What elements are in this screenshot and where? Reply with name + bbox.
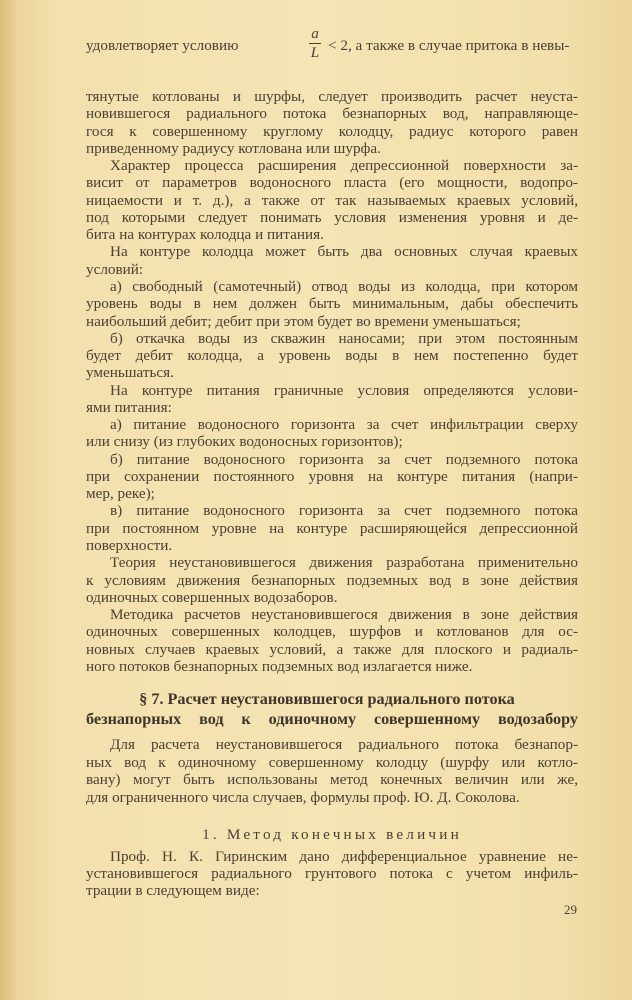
text-line: установившегося радиального грунтового потока с учетом инфиль- [86,865,578,883]
text-line: Методика расчетов неустановившегося движения в зоне действия [110,606,578,624]
text-line: ных вод к одиночному совершенному колодцу (шурфу или котло- [86,753,578,771]
text-line: гося к совершенному круглому колодцу, радиус которого равен [86,122,578,140]
fraction-denominator: L [310,44,320,61]
text-line: б) откачка воды из скважин наносами; при этом постоянным [110,329,578,347]
text-line: Для расчета неустановившегося радиального потока безнапор- [110,736,578,753]
subsection-heading: 1. Метод конечных величин [202,826,462,843]
text-line: уменьшаться. [86,364,174,382]
text-line: б) питание водоносного горизонта за счет подземного потока [110,450,578,468]
text-line: а) свободный (самотечный) отвод воды из колодца, при котором [110,277,578,295]
text-line: уровень воды в нем должен быть минимальным, дабы обеспечить [86,295,578,313]
text-line: условий: [86,260,144,278]
text-line: На контуре питания граничные условия определяются услови- [110,381,578,399]
text-line: поверхности. [86,537,173,555]
text-line: или снизу (из глубоких водоносных горизонтов); [86,433,403,451]
text-line: тянутые котлованы и шурфы, следует производить расчет неуста- [86,88,578,105]
text-line: при постоянном уровне на контуре расширяющейся депрессионной [86,519,578,537]
text-line: Характер процесса расширения депрессионной поверхности за- [110,157,578,175]
text-line: будет дебит колодца, а уровень воды в нем постепенно будет [86,347,578,365]
text-line: одиночных совершенных водозаборов. [86,588,338,606]
text-line: Проф. Н. К. Гиринским дано дифференциальное уравнение не- [110,848,578,865]
text-line: ницаемости и т. д.), а также от так называемых краевых условий, [86,191,578,209]
text-line: бита на контурах колодца и питания. [86,226,324,244]
text-line: в) питание водоносного горизонта за счет подземного потока [110,502,578,520]
first-line-end: < 2, а также в случае притока в невы- [328,37,570,54]
text-line: наибольший дебит; дебит при этом будет во времени уменьшаться; [86,312,521,330]
text-line: при сохранении постоянного уровня на контуре питания (напри- [86,467,578,485]
text-line: а) питание водоносного горизонта за счет инфильтрации сверху [110,416,578,434]
text-line: ного потоков безнапорных подземных вод излагается ниже. [86,657,473,675]
text-line: приведенному радиусу котлована или шурфа. [86,139,381,157]
page-number: 29 [564,902,577,917]
text-line: новных случаев краевых условий, а также для плоского и радиаль- [86,640,578,658]
text-line: к условиям движения безнапорных подземных вод в зоне действия [86,571,578,589]
section-heading-line1: § 7. Расчет неустановившегося радиального потока [139,690,515,708]
text-line: Теория неустановившегося движения разработана применительно [110,554,578,572]
text-line: мер, реке); [86,485,155,503]
text-line: вану) могут быть использованы метод конечных величин или же, [86,771,578,789]
first-line [86,25,578,61]
text-line: одиночных совершенных колодцев, шурфов и котлованов для ос- [86,623,578,641]
fraction-numerator: a [311,25,319,42]
text-line: новившегося радиального потока безнапорных вод, направляюще- [86,105,578,123]
first-line-start: удовлетворяет условию [86,37,239,54]
text-line: На контуре колодца может быть два основных случая краевых [110,243,578,261]
text-line: висит от параметров водоносного пласта (его мощности, водопро- [86,174,578,192]
text-line: ями питания: [86,398,172,416]
text-line: для ограниченного числа случаев, формулы проф. Ю. Д. Соколова. [86,788,520,806]
text-line: под которыми следует понимать условия изменения уровня и де- [86,208,578,226]
section-heading-line2: безнапорных вод к одиночному совершенному водозабору [86,710,578,728]
text-line: трации в следующем виде: [86,882,260,900]
